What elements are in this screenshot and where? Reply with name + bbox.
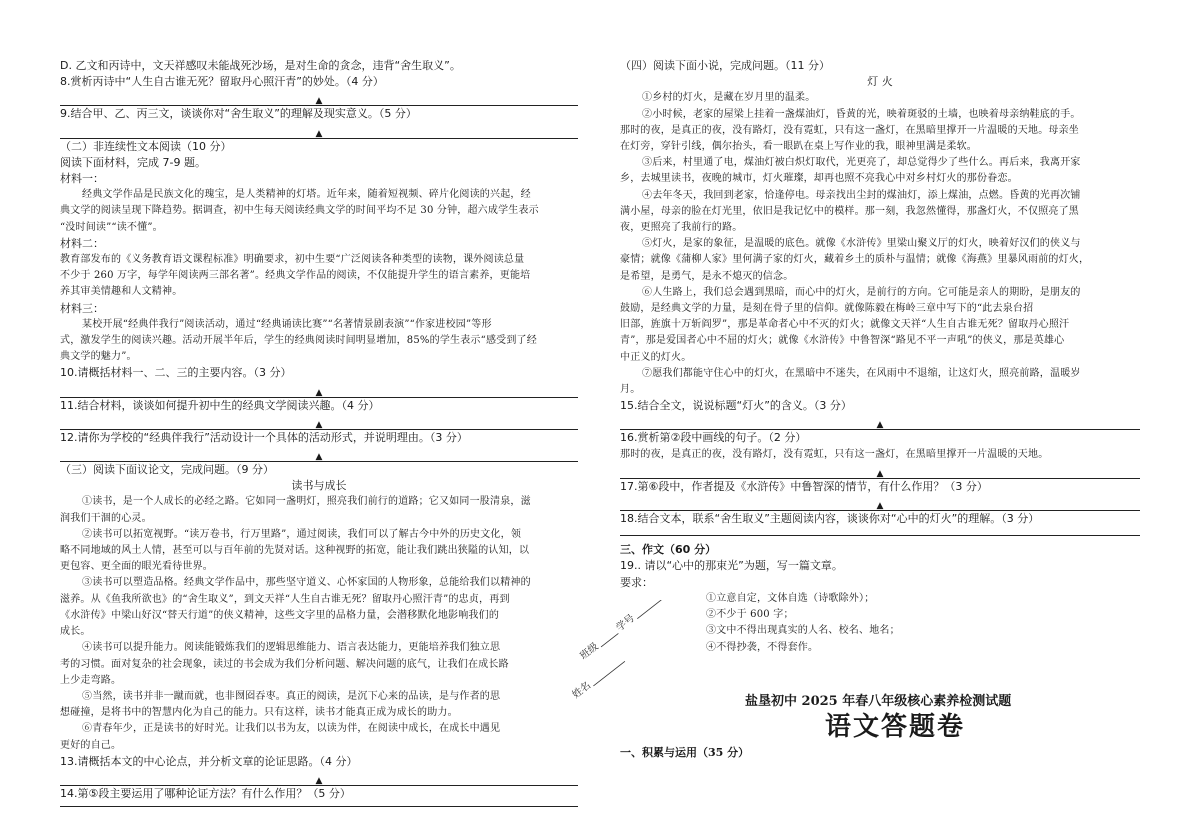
story-line: 豪情；就像《蒲柳人家》里何满子家的灯火，藏着乡土的质朴与温情；就像《海燕》里暴风雨前的灯火， [620,254,1090,266]
triangle-marker-icon: ▲ [315,419,323,430]
answer-area-q16[interactable] [620,463,1140,479]
story-line: ②小时候，老家的屋梁上挂着一盏煤油灯，昏黄的光，映着斑驳的土墙，也映着母亲纳鞋底的手。 [642,108,1081,120]
composition-section-title: 三、作文（60 分） [620,543,717,557]
requirement-item: ④不得抄袭，不得套作。 [706,641,819,653]
story-line: 那时的夜，是真正的夜，没有路灯，没有霓虹，只有这一盏灯，在黑暗里撑开一片温暖的天地。母亲坐 [620,124,1079,136]
name-blank[interactable] [593,661,625,686]
triangle-marker-icon: ▲ [876,468,884,479]
essay-line: 更好的自己。 [60,739,122,751]
story-line: 夜，更照亮了我前行的路。 [620,222,743,234]
id-blank[interactable] [637,600,664,619]
triangle-marker-icon: ▲ [315,452,323,463]
question-8: 8.赏析丙诗中“人生自古谁无死？留取丹心照汗青”的妙处。（4 分） [60,75,384,89]
material-2-label: 材料二： [60,236,104,250]
requirements-list [620,591,1140,656]
story-line: 中正义的灯火。 [620,351,692,363]
student-info-binding [560,600,680,710]
triangle-marker-icon: ▲ [876,420,884,431]
answer-line-q18[interactable] [620,527,1140,536]
essay-line: 成长。 [60,626,91,638]
story-line: 月。 [620,384,641,396]
essay-line: ⑤当然，读书并非一蹴而就，也非囫囵吞枣。真正的阅读，是沉下心来的品读，是与作者的思 [82,690,501,702]
story-line: ⑤灯火，是家的象征，是温暖的底色。就像《水浒传》里梁山聚义厅的灯火，映着好汉们的侠义与 [642,238,1081,250]
essay-line: 略不同地域的风土人情，甚至可以与百年前的先贤对话。这种视野的拓宽，能让我们跳出狭隘的认知，以 [60,545,530,557]
material-1-label: 材料一： [60,172,104,186]
answer-area-q13[interactable] [60,770,578,786]
material-2-line: 教育部发布的《义务教育语文课程标准》明确要求，初中生要“广泛阅读各种类型的读物，课外阅读总量 [60,254,525,266]
essay-line: ②读书可以拓宽视野。“读万卷书，行万里路”，通过阅读，我们可以了解古今中外的历史文化，领 [82,528,522,540]
answer-area-q15[interactable] [620,414,1140,430]
material-3-label: 材料三： [60,301,104,315]
story-line: 在灯旁，穿针引线，偶尔抬头，看一眼趴在桌上写作业的我，眼神里满是柔软。 [620,141,977,153]
right-column [620,58,1140,656]
essay-title: 读书与成长 [291,479,347,493]
question-9: 9.结合甲、乙、丙三文，谈谈你对“舍生取义”的理解及现实意义。（5 分） [60,107,417,121]
story-line: ⑥人生路上，我们总会遇到黑暗，而心中的灯火，是前行的方向。它可能是亲人的期盼，是朋友的 [642,286,1081,298]
triangle-marker-icon: ▲ [315,96,323,107]
essay-line: 更包容、更全面的眼光看待世界。 [60,561,213,573]
story-line: ④去年冬天，我回到老家，恰逢停电。母亲找出尘封的煤油灯，添上煤油，点燃。昏黄的光再次铺 [642,189,1081,201]
requirements-label: 要求： [620,575,653,589]
triangle-marker-icon: ▲ [876,501,884,512]
question-11: 11.结合材料，谈谈如何提升初中生的经典文学阅读兴趣。（4 分） [60,398,380,412]
story-line: ①乡村的灯火，是藏在岁月里的温柔。 [642,92,816,104]
story-line: 乡，去城里读书，夜晚的城市，灯火璀璨，却再也照不亮我心中对乡村灯火的那份眷恋。 [620,173,1018,185]
essay-line: 滋养。从《鱼我所欲也》的“舍生取义”，到文天祥“人生自古谁无死？留取丹心照汗青”的忠贞，再到 [60,593,510,605]
story-line: 是希望，是勇气，是永不熄灭的信念。 [620,270,794,282]
essay-line: 上少走弯路。 [60,674,122,686]
story-title: 灯 火 [867,75,893,89]
material-2-line: 养其审美情趣和人文精神。 [60,286,183,298]
essay-line: ⑥青春年少，正是读书的好时光。让我们以书为友，以读为伴，在阅读中成长，在成长中遇见 [82,723,501,735]
answer-sheet-title: 语文答题卷 [825,712,966,742]
essay-line: 想碰撞，是将书中的智慧内化为自己的能力。只有这样，读书才能真正成为成长的助力。 [60,707,458,719]
material-1-line: “没时间读”“读不懂”。 [60,221,163,233]
question-15: 15.结合全文，说说标题“灯火”的含义。（3 分） [620,399,852,413]
requirement-item: ①立意自定，文体自选（诗歌除外）； [706,592,875,604]
id-label: 学号 [614,612,637,634]
question-16: 16.赏析第②段中画线的句子。（2 分） [620,431,807,445]
section-1-title: 一、积累与运用（35 分） [620,746,750,759]
question-7-option-d: D. 乙文和丙诗中，文天祥感叹未能战死沙场，是对生命的贪念，违背“舍生取义”。 [60,59,461,72]
material-2-line: 不少于 260 万字，每学年阅读两三部名著”。经典文学作品的阅读，不仅能提升学生的语言素养，更能培 [60,270,531,282]
section-2-title: （二）非连续性文本阅读（10 分） [60,139,232,153]
question-18: 18.结合文本，联系“舍生取义”主题阅读内容，谈谈你对“心中的灯火”的理解。（3 分） [620,512,1040,526]
question-19: 19.. 请以“心中的那束光”为题，写一篇文章。 [620,559,843,573]
story-line: ⑦愿我们都能守住心中的灯火，在黑暗中不迷失，在风雨中不退缩，让这灯火，照亮前路，温暖岁 [642,367,1081,379]
class-label: 班级 [578,641,601,663]
story-line: ③后来，村里通了电，煤油灯被白炽灯取代，光更亮了，却总觉得少了些什么。再后来，我离开家 [642,157,1081,169]
school-exam-title: 盐垦初中 2025 年春八年级核心素养检测试题 [745,694,1012,709]
story-line: 鼓励，是经典文学的力量，是刻在骨子里的信仰。就像陈毅在梅岭三章中写下的“此去泉台招 [620,303,1034,315]
essay-line: 《水浒传》中梁山好汉“替天行道”的侠义精神，这些文字里的品格力量，会潜移默化地影响我们的 [60,609,500,621]
section-2-intro: 阅读下面材料，完成 7-9 题。 [60,155,206,169]
triangle-marker-icon: ▲ [315,128,323,139]
answer-area-q9[interactable] [60,123,578,139]
material-1-line: 经典文学作品是民族文化的瑰宝，是人类精神的灯塔。近年来，随着短视频、碎片化阅读的兴起，经 [82,189,531,201]
class-blank[interactable] [601,633,618,647]
section-3-title: （三）阅读下面议论文，完成问题。（9 分） [60,463,274,477]
material-3-line: 式，激发学生的阅读兴趣。活动开展半年后，学生的经典阅读时间明显增加，85%的学生表示“感受到了经 [60,335,537,347]
essay-line: ③读书可以塑造品格。经典文学作品中，那些坚守道义、心怀家国的人物形象，总能给我们以精神的 [82,577,531,589]
triangle-marker-icon: ▲ [315,775,323,786]
essay-line: 润我们干涸的心灵。 [60,512,152,524]
material-3-line: 某校开展“经典伴我行”阅读活动，通过“经典诵读比赛”“名著情景剧表演”“作家进校园”等形 [82,318,492,330]
material-1-line: 典文学的阅读呈现下降趋势。据调查，初中生每天阅读经典文学的时间平均不足 30 分钟，超六成学生表示 [60,205,539,217]
material-3-line: 典文学的魅力”。 [60,351,137,363]
story-line: 青”，那是爱国者心中不屈的灯火；就像《水浒传》中鲁智深“路见不平一声吼”的侠义，那是英雄心 [620,335,1065,347]
answer-area-q11[interactable] [60,414,578,430]
story-line: 满小屋，母亲的脸在灯光里，依旧是我记忆中的模样。那一刻，我忽然懂得，那盏灯火，不仅照亮了黑 [620,205,1079,217]
question-16-quote: 那时的夜，是真正的夜，没有路灯，没有霓虹，只有这一盏灯，在黑暗里撑开一片温暖的天地。 [620,448,1049,460]
question-12: 12.请你为学校的“经典伴我行”活动设计一个具体的活动形式，并说明理由。（3 分） [60,430,468,444]
question-14: 14.第⑤段主要运用了哪种论证方法？有什么作用？（5 分） [60,786,351,800]
section-4-title: （四）阅读下面小说，完成问题。（11 分） [620,59,830,72]
essay-line: ④读书可以提升能力。阅读能锻炼我们的逻辑思维能力、语言表达能力，更能培养我们独立思 [82,642,501,654]
name-label: 姓名 [570,680,594,702]
question-10: 10.请概括材料一、二、三的主要内容。（3 分） [60,366,292,380]
requirement-item: ②不少于 600 字； [706,609,794,621]
answer-area-q12[interactable] [60,446,578,462]
left-column [60,58,578,807]
triangle-marker-icon: ▲ [315,387,323,398]
answer-area-q10[interactable] [60,382,578,398]
answer-area-q8[interactable] [60,90,578,106]
question-17: 17.第⑥段中，作者提及《水浒传》中鲁智深的情节，有什么作用？（3 分） [620,479,988,493]
story-line: 旧部，旌旗十万斩阎罗”，那是革命者心中不灭的灯火；就像文天祥“人生自古谁无死？留取丹心照汗 [620,319,1070,331]
question-13: 13.请概括本文的中心论点，并分析文章的论证思路。（4 分） [60,754,358,768]
answer-area-q17[interactable] [620,495,1140,511]
essay-line: ①读书，是一个人成长的必经之路。它如同一盏明灯，照亮我们前行的道路；它又如同一股清泉，滋 [82,496,531,508]
requirement-item: ③文中不得出现真实的人名、校名、地名； [706,625,900,637]
answer-line-q14[interactable] [60,802,578,807]
essay-line: 考的习惯。面对复杂的社会现象，读过的书会成为我们分析问题、解决问题的底气，让我们在成长路 [60,658,509,670]
